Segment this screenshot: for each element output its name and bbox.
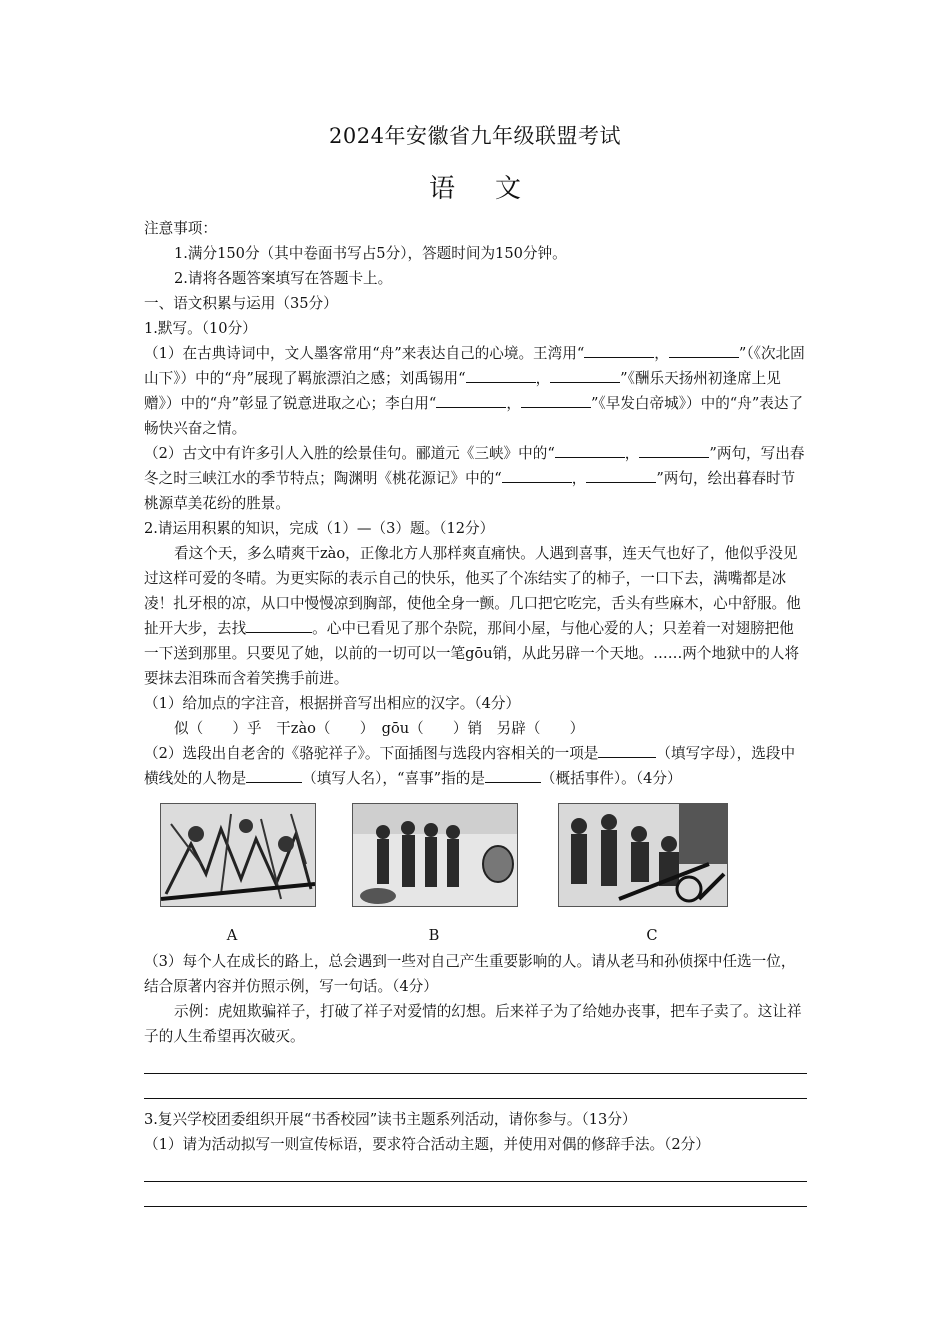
answer-blank[interactable]	[586, 468, 656, 483]
q2-passage: 看这个天，多么晴爽干zào，正像北方人那样爽直痛快。人遇到喜事，连天气也好了，他似乎没见过这样可爱的冬晴。为更实际的表示自己的快乐，他买了个冻结实了的柿子，一口下去，满嘴都是冰凌！扎牙根的凉，从口中慢慢凉到胸部，使他全身一颤。几口把它吃完，舌头有些麻木，心中舒服。他扯开大步，去找 。心中已看见了那个杂院，那间小屋，与他心爱的人；只差着一对翅膀把他一下送到那里。只要见了她，以前的一切可以一笔gōu销，从此另辟一个天地。……两个地狱中的人将要抹去泪珠而含着笑携手前进。	[144, 545, 801, 687]
illustration-b	[352, 803, 518, 907]
notice-item-1: 1.满分150分（其中卷面书写占5分），答题时间为150分钟。	[174, 245, 567, 262]
q2-example: 示例：虎妞欺骗祥子，打破了祥子对爱情的幻想。后来祥子为了给她办丧事，把车子卖了。这让祥子的人生希望再次破灭。	[144, 1003, 802, 1045]
q2-sub1-items: 似（ ）乎 干zào（ ） gōu（ ）销 另辟（ ）	[174, 720, 585, 737]
q2-sub1: （1）给加点的字注音，根据拼音写出相应的汉字。（4分）	[144, 695, 521, 712]
answer-blank[interactable]	[485, 768, 541, 783]
answer-blank[interactable]	[598, 743, 656, 758]
answer-blank[interactable]	[669, 343, 739, 358]
answer-blank[interactable]	[436, 393, 506, 408]
exam-title: 2024年安徽省九年级联盟考试	[329, 124, 621, 148]
section-heading: 一、语文积累与运用（35分）	[144, 295, 338, 312]
illustration-a	[160, 803, 316, 907]
q2-heading: 2.请运用积累的知识，完成（1）—（3）题。（12分）	[144, 520, 495, 537]
answer-blank[interactable]	[550, 368, 620, 383]
illustration-c	[558, 803, 728, 907]
notice-item-2: 2.请将各题答案填写在答题卡上。	[174, 270, 393, 287]
q1-part1: （1）在古典诗词中，文人墨客常用“舟”来表达自己的心境。王湾用“ ， ”（《次北固山下》）中的“舟”展现了羁旅漂泊之感；刘禹锡用“ ， ”《酬乐天扬州初逢席上见赠》）中的“舟”彰显了锐意进取之心；李白用“ ， ”《早发白帝城》）中的“舟”表达了畅快兴奋之情。	[144, 345, 805, 437]
subject-title: 语文	[428, 174, 561, 204]
q1-heading: 1.默写。（10分）	[144, 320, 257, 337]
answer-blank[interactable]	[466, 368, 536, 383]
answer-blank[interactable]	[555, 443, 625, 458]
answer-line[interactable]	[144, 1074, 807, 1099]
answer-blank[interactable]	[639, 443, 709, 458]
q1-part2: （2）古文中有许多引人入胜的绘景佳句。郦道元《三峡》中的“ ， ”两句，写出春冬之时三峡江水的季节特点；陶渊明《桃花源记》中的“ ， ”两句，绘出暮春时节桃源草美花纷的胜景。	[144, 445, 805, 512]
answer-line[interactable]	[144, 1049, 807, 1074]
answer-blank[interactable]	[246, 618, 312, 633]
q2-sub2: （2）选段出自老舍的《骆驼祥子》。下面插图与选段内容相关的一项是 （填写字母），选段中横线处的人物是 （填写人名），“喜事”指的是 （概括事件）。（4分）	[144, 745, 796, 787]
answer-line[interactable]	[144, 1182, 807, 1207]
answer-blank[interactable]	[246, 768, 302, 783]
answer-line[interactable]	[144, 1157, 807, 1182]
answer-blank[interactable]	[584, 343, 654, 358]
q3-sub1: （1）请为活动拟写一则宣传标语，要求符合活动主题，并使用对偶的修辞手法。（2分）	[144, 1136, 710, 1153]
illustration-label-c: C	[646, 927, 658, 944]
notice-heading: 注意事项：	[144, 220, 217, 237]
illustration-row	[144, 799, 807, 949]
illustration-label-b: B	[428, 927, 440, 944]
illustration-label-a: A	[226, 927, 238, 944]
q2-sub3: （3）每个人在成长的路上，总会遇到一些对自己产生重要影响的人。请从老马和孙侦探中任选一位，结合原著内容并仿照示例，写一句话。（4分）	[144, 953, 796, 995]
answer-blank[interactable]	[502, 468, 572, 483]
answer-blank[interactable]	[521, 393, 591, 408]
exam-content	[144, 216, 807, 1207]
q3-heading: 3.复兴学校团委组织开展“书香校园”读书主题系列活动，请你参与。（13分）	[144, 1111, 637, 1128]
